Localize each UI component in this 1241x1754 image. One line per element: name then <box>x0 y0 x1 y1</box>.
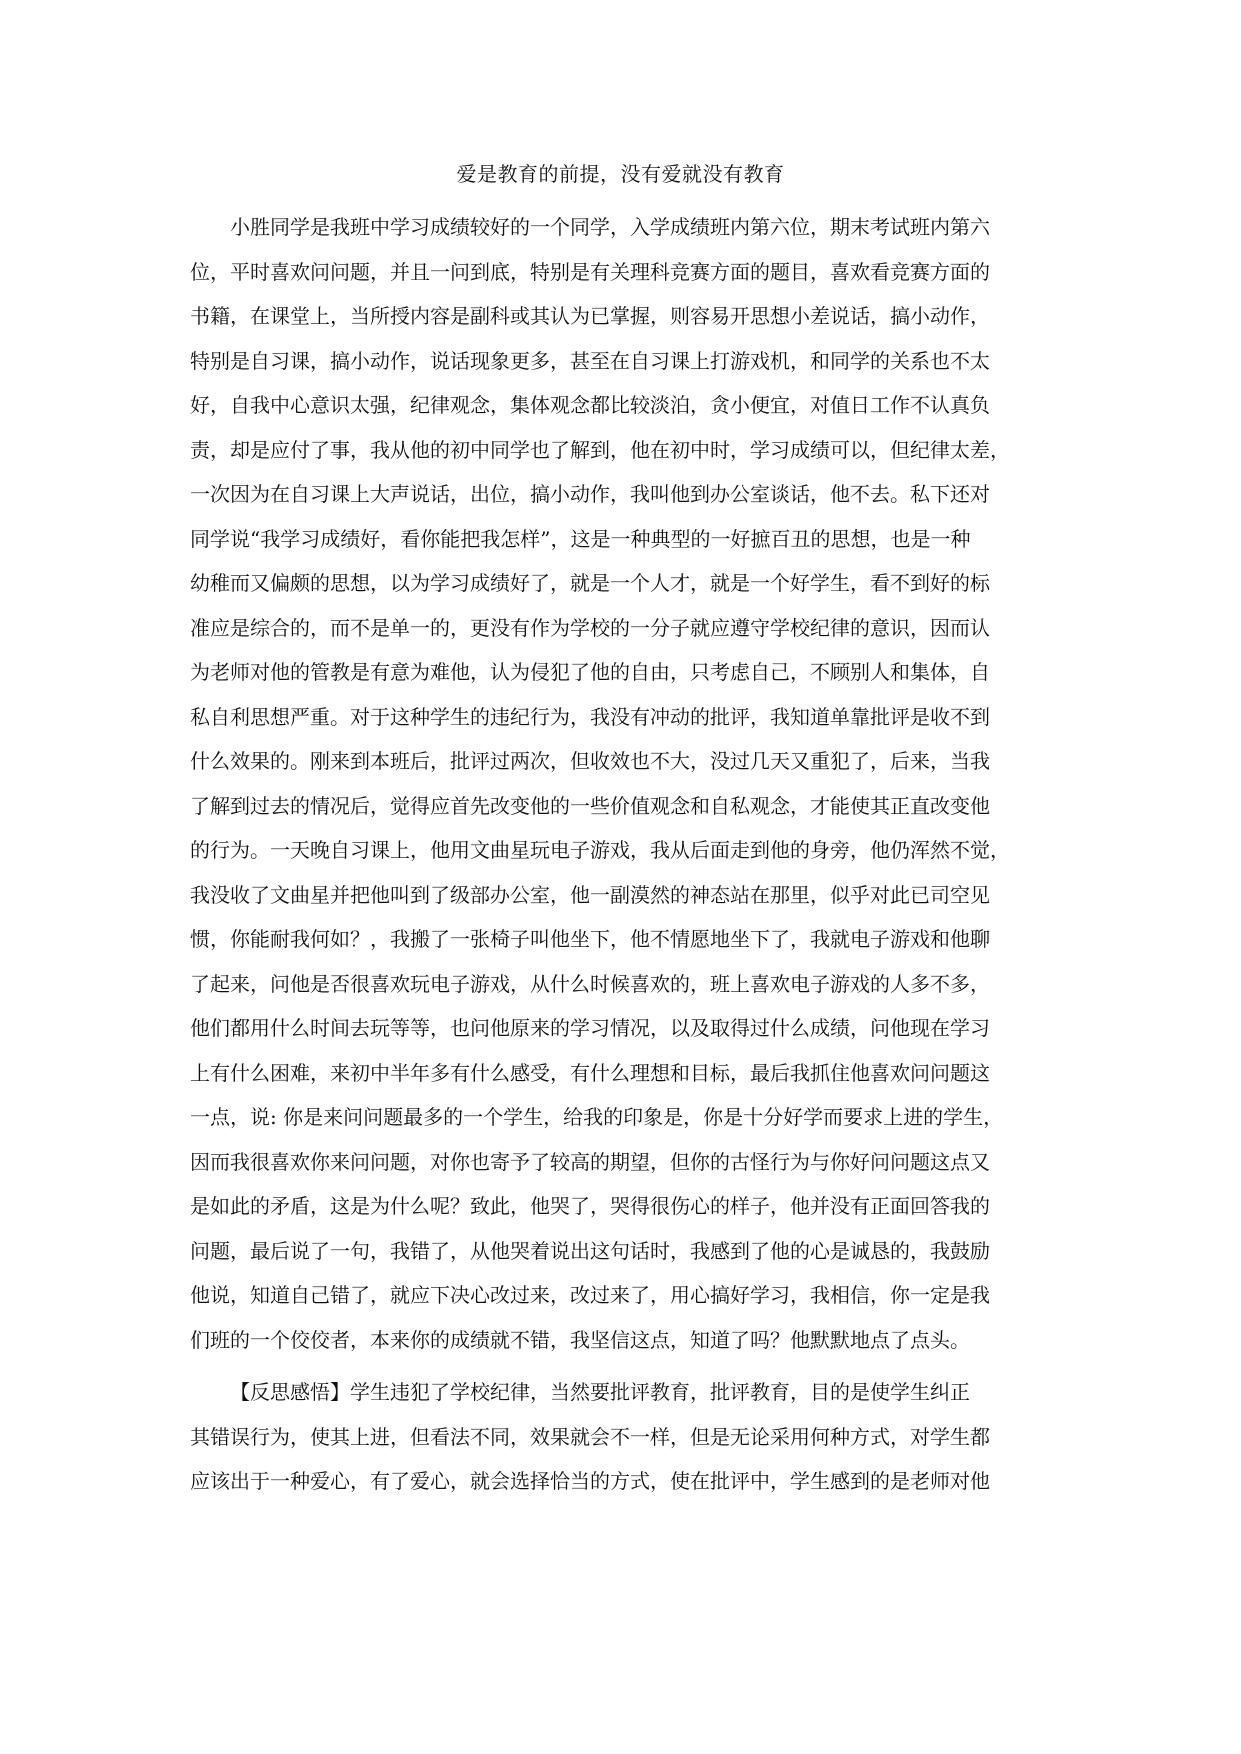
text-line: 因而我很喜欢你来问问题，对你也寄予了较高的期望，但你的古怪行为与你好问问题这点又 <box>190 1149 990 1174</box>
text-line: 惯，你能耐我何如？，我搬了一张椅子叫他坐下，他不情愿地坐下了，我就电子游戏和他聊 <box>190 927 990 951</box>
text-line: 的行为。一天晚自习课上，他用文曲星玩电子游戏，我从后面走到他的身旁，他仍浑然不觉， <box>190 838 1010 862</box>
text-line: 幼稚而又偏颇的思想，以为学习成绩好了，就是一个人才，就是一个好学生，看不到好的标 <box>190 571 990 595</box>
document-body <box>190 205 1060 1504</box>
text-line: 位，平时喜欢问问题，并且一问到底，特别是有关理科竞赛方面的题目，喜欢看竞赛方面的 <box>190 259 990 284</box>
text-line: 我没收了文曲星并把他叫到了级部办公室，他一副漠然的神态站在那里，似乎对此已司空见 <box>190 882 990 907</box>
text-line: 准应是综合的，而不是单一的，更没有作为学校的一分子就应遵守学校纪律的意识，因而认 <box>190 615 990 640</box>
text-line: 应该出于一种爱心，有了爱心，就会选择恰当的方式，使在批评中，学生感到的是老师对他 <box>190 1469 990 1493</box>
text-line: 其错误行为，使其上进，但看法不同，效果就会不一样，但是无论采用何种方式，对学生都 <box>190 1424 990 1449</box>
text-line: 了起来，问他是否很喜欢玩电子游戏，从什么时候喜欢的，班上喜欢电子游戏的人多不多， <box>190 971 990 996</box>
text-line: 私自利思想严重。对于这种学生的违纪行为，我没有冲动的批评，我知道单靠批评是收不到 <box>190 704 990 729</box>
text-line: 他们都用什么时间去玩等等，也问他原来的学习情况，以及取得过什么成绩，问他现在学习 <box>190 1016 990 1040</box>
text-line: 书籍，在课堂上，当所授内容是副科或其认为已掌握，则容易开思想小差说话，搞小动作， <box>190 304 990 328</box>
text-line: 特别是自习课，搞小动作，说话现象更多，甚至在自习课上打游戏机，和同学的关系也不太 <box>190 348 990 373</box>
text-line: 为老师对他的管教是有意为难他，认为侵犯了他的自由，只考虑自己，不顾别人和集体，自 <box>190 660 990 684</box>
text-line: 上有什么困难，来初中半年多有什么感受，有什么理想和目标，最后我抓住他喜欢问问题这 <box>190 1060 990 1085</box>
paragraph-gap <box>190 1362 1060 1370</box>
text-line: 一点，说: 你是来问问题最多的一个学生，给我的印象是，你是十分好学而要求上进的学生， <box>190 1105 1004 1129</box>
text-line: 什么效果的。刚来到本班后，批评过两次，但收效也不大，没过几天又重犯了，后来，当我 <box>190 749 990 773</box>
text-line: 他说，知道自己错了，就应下决心改过来，改过来了，用心搞好学习，我相信，你一定是我 <box>190 1283 990 1307</box>
text-line: 一次因为在自习课上大声说话，出位，搞小动作，我叫他到办公室谈话，他不去。私下还对 <box>190 482 990 506</box>
text-line: 好，自我中心意识太强，纪律观念，集体观念都比较淡泊，贪小便宜，对值日工作不认真负 <box>190 393 990 417</box>
text-line: 们班的一个佼佼者，本来你的成绩就不错，我坚信这点，知道了吗？他默默地点了点头。 <box>190 1327 970 1352</box>
text-line: 同学说“我学习成绩好，看你能把我怎样”，这是一种典型的一好摭百丑的思想，也是一种 <box>190 526 971 551</box>
text-line: 了解到过去的情况后，觉得应首先改变他的一些价值观念和自私观念，才能使其正直改变他 <box>190 793 990 818</box>
text-line: 责，却是应付了事，我从他的初中同学也了解到，他在初中时，学习成绩可以，但纪律太差， <box>190 437 1010 462</box>
text-line: 问题，最后说了一句，我错了，从他哭着说出这句话时，我感到了他的心是诚恳的，我鼓励 <box>190 1238 990 1263</box>
text-line: 【反思感悟】学生违犯了学校纪律，当然要批评教育，批评教育，目的是使学生纠正 <box>230 1380 970 1404</box>
document-title: 爱是教育的前提，没有爱就没有教育 <box>456 162 785 186</box>
text-line: 是如此的矛盾，这是为什么呢？致此，他哭了，哭得很伤心的样子，他并没有正面回答我的 <box>190 1194 990 1218</box>
paragraph-reflection <box>190 1370 1060 1504</box>
paragraph-story <box>190 205 1060 1362</box>
text-line: 小胜同学是我班中学习成绩较好的一个同学，入学成绩班内第六位，期末考试班内第六 <box>230 215 990 239</box>
